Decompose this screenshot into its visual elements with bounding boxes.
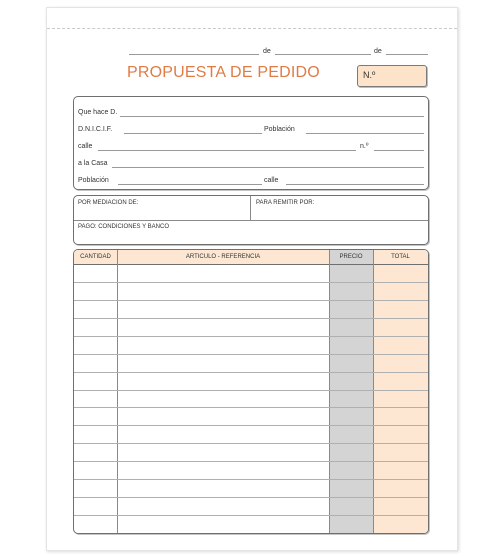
numero-line — [374, 150, 424, 151]
articulo-header: ARTICULO - REFERENCIA — [185, 254, 261, 260]
mediation-box — [73, 195, 429, 245]
precio-header: PRECIO — [339, 254, 363, 260]
perforation-line — [47, 28, 457, 29]
table-row-line — [74, 390, 428, 391]
table-row-line — [74, 282, 428, 283]
month-line — [386, 54, 428, 55]
table-row-line — [74, 479, 428, 480]
mediation-divider — [250, 196, 251, 220]
mediation-hline — [74, 220, 428, 221]
calle-label-1: calle — [78, 143, 93, 150]
poblacion-label-2: Población — [78, 177, 109, 184]
table-row-line — [74, 443, 428, 444]
de-label-2: de — [374, 48, 382, 55]
place-line — [129, 54, 259, 55]
pago-label: PAGO: CONDICIONES Y BANCO — [78, 224, 170, 230]
table-row-line — [74, 497, 428, 498]
table-row-line — [74, 425, 428, 426]
cantidad-header: CANTIDAD — [80, 254, 111, 260]
a-la-casa-label: a la Casa — [78, 160, 108, 167]
calle-line-2 — [286, 184, 424, 185]
que-hace-line — [120, 116, 424, 117]
table-row-line — [74, 515, 428, 516]
page-title: PROPUESTA DE PEDIDO — [127, 64, 320, 81]
table-row-line — [74, 300, 428, 301]
client-box — [73, 96, 429, 190]
order-form-sheet — [46, 7, 458, 551]
table-row-line — [74, 318, 428, 319]
header-divider — [74, 264, 428, 265]
day-line — [275, 54, 371, 55]
table-row-line — [74, 336, 428, 337]
a-la-casa-line — [112, 167, 424, 168]
para-remitir-label: PARA REMITIR POR: — [256, 200, 315, 206]
poblacion-line-1 — [306, 133, 424, 134]
table-row-line — [74, 407, 428, 408]
dni-line — [124, 133, 262, 134]
order-number-label: N.º — [363, 70, 376, 80]
table-row-line — [74, 372, 428, 373]
calle-label-2: calle — [264, 177, 279, 184]
items-table — [73, 249, 429, 534]
dni-label: D.N.I.C.I.F. — [78, 126, 113, 133]
total-column — [373, 250, 428, 533]
numero-label: n.º — [360, 143, 369, 150]
table-row-line — [74, 354, 428, 355]
de-label-1: de — [263, 48, 271, 55]
col-divider-1 — [117, 250, 118, 533]
total-header: TOTAL — [391, 254, 410, 260]
poblacion-line-2 — [118, 184, 262, 185]
poblacion-label-1: Población — [264, 126, 295, 133]
order-number-box — [357, 65, 427, 87]
table-row-line — [74, 461, 428, 462]
por-mediacion-label: POR MEDIACION DE: — [78, 200, 139, 206]
col-divider-2 — [329, 250, 330, 533]
calle-line-1 — [98, 150, 356, 151]
col-divider-3 — [373, 250, 374, 533]
precio-column — [329, 250, 373, 533]
que-hace-label: Que hace D. — [78, 109, 118, 116]
